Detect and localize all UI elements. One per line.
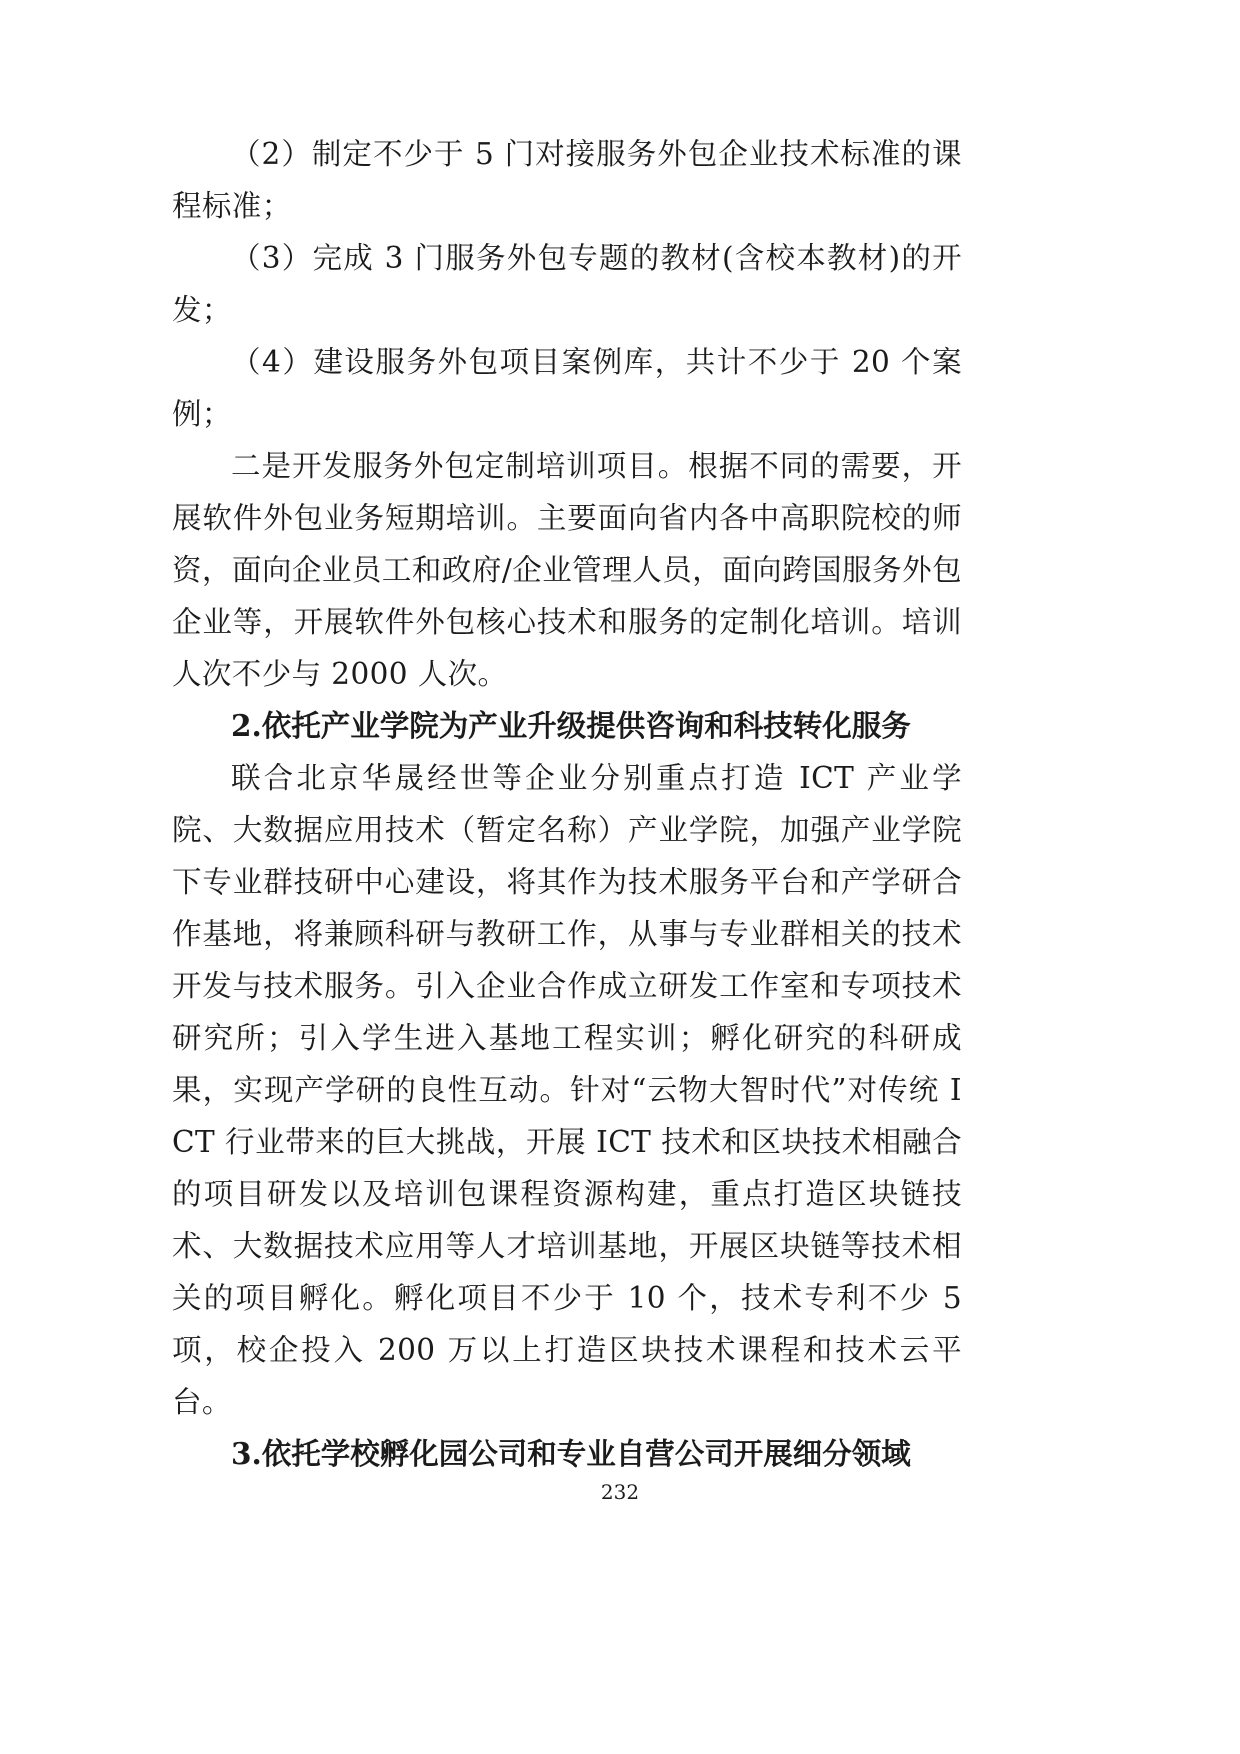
page-body <box>172 128 962 1480</box>
paragraph-industry-college: 联合北京华晟经世等企业分别重点打造 ICT 产业学院、大数据应用技术（暂定名称）产业学院，加强产业学院下专业群技研中心建设，将其作为技术服务平台和产学研合作基地，将兼顾科研与教研工作，从事与专业群相关的技术开发与技术服务。引入企业合作成立研发工作室和专项技术研究所；引入学生进入基地工程实训；孵化研究的科研成果，实现产学研的良性互动。针对“云物大智时代”对传统 ICT 行业带来的巨大挑战，开展 ICT 技术和区块技术相融合的项目研发以及培训包课程资源构建，重点打造区块链技术、大数据技术应用等人才培训基地，开展区块链等技术相关的项目孵化。孵化项目不少于 10 个，技术专利不少 5 项，校企投入 200 万以上打造区块技术课程和技术云平台。 <box>172 761 962 1419</box>
section-heading-2: 2.依托产业学院为产业升级提供咨询和科技转化服务 <box>231 708 911 743</box>
list-item-4: （4）建设服务外包项目案例库，共计不少于 20 个案例； <box>172 345 962 431</box>
page-number: 232 <box>600 1480 640 1504</box>
list-item-2: （2）制定不少于 5 门对接服务外包企业技术标准的课程标准； <box>172 137 962 223</box>
section-heading-3: 3.依托学校孵化园公司和专业自营公司开展细分领域 <box>231 1436 911 1471</box>
paragraph-custom-training: 二是开发服务外包定制培训项目。根据不同的需要，开展软件外包业务短期培训。主要面向省内各中高职院校的师资，面向企业员工和政府/企业管理人员，面向跨国服务外包企业等，开展软件外包核心技术和服务的定制化培训。培训人次不少与 2000 人次。 <box>172 449 962 691</box>
list-item-3: （3）完成 3 门服务外包专题的教材(含校本教材)的开发； <box>172 241 962 327</box>
